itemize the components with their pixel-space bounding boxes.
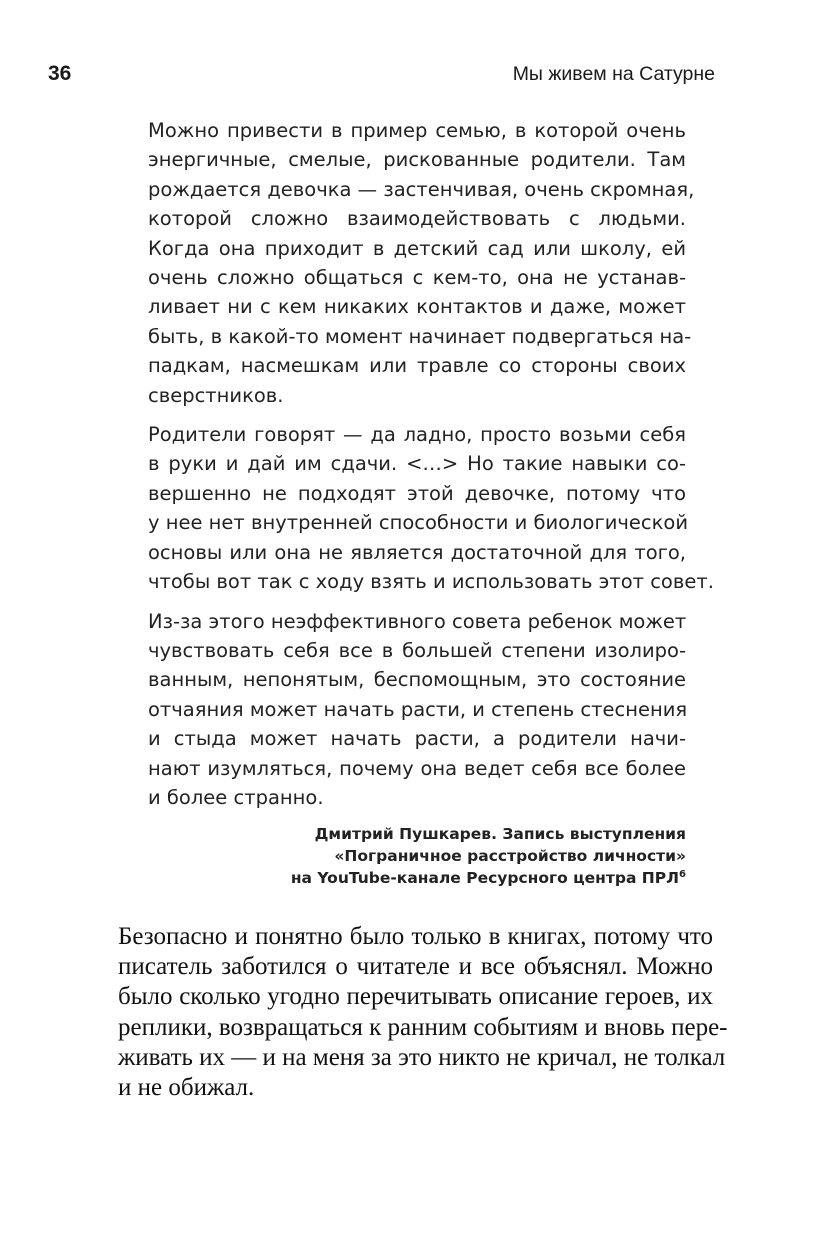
body-line: было сколько угодно перечитывать описание героев, их bbox=[118, 983, 713, 1011]
quote-line: чувствовать себя все в большей степени изолиро- bbox=[148, 638, 686, 662]
quote-attribution bbox=[148, 823, 686, 889]
quote-line: сверстников. bbox=[148, 383, 284, 407]
body-line: реплики, возвращаться к ранним событиям и вновь пере- bbox=[118, 1013, 728, 1041]
attribution-line: «Пограничное расстройство личности» bbox=[334, 847, 686, 866]
quote-paragraph bbox=[148, 116, 695, 410]
quote-line: ванным, непонятым, беспомощным, это состояние bbox=[148, 668, 686, 692]
running-title: Мы живем на Сатурне bbox=[512, 63, 715, 85]
footnote-marker: 6 bbox=[679, 869, 686, 881]
quote-line: нают изумляться, почему она ведет себя все более bbox=[148, 756, 686, 780]
quote-line: и стыда может начать расти, а родители начи- bbox=[148, 727, 686, 751]
quote-line: Из-за этого неэффективного совета ребенок может bbox=[148, 609, 687, 633]
quote-paragraph bbox=[148, 420, 714, 596]
body-line: Безопасно и понятно было только в книгах, потому что bbox=[118, 923, 713, 950]
body-line: писатель заботился о читателе и все объяснял. Можно bbox=[118, 953, 713, 981]
quote-line: энергичные, смелые, рискованные родители. Там bbox=[148, 148, 686, 172]
quote-line: которой сложно взаимодействовать с людьми. bbox=[148, 207, 686, 231]
body-line: живать их — и на меня за это никто не кричал, не толкал bbox=[118, 1043, 726, 1071]
body-line: и не обижал. bbox=[118, 1074, 255, 1102]
page-number: 36 bbox=[48, 62, 72, 85]
quote-line: падкам, насмешкам или травле со стороны своих bbox=[148, 354, 686, 378]
quote-line: чтобы вот так с ходу взять и использовать этот совет. bbox=[148, 570, 714, 594]
page-header bbox=[48, 62, 715, 86]
attribution-line: Дмитрий Пушкарев. Запись выступления bbox=[314, 825, 686, 844]
attribution-line-with-footnote bbox=[148, 867, 686, 889]
body-paragraph bbox=[118, 922, 728, 1103]
quote-block bbox=[148, 116, 714, 889]
quote-line: Можно привести в пример семью, в которой очень bbox=[148, 119, 686, 142]
quote-line: Когда она приходит в детский сад или школу, ей bbox=[148, 236, 686, 260]
quote-line: отчаяния может начать расти, и степень стеснения bbox=[148, 697, 688, 721]
quote-line: и более странно. bbox=[148, 785, 324, 809]
quote-line: ливает ни с кем никаких контактов и даже, может bbox=[148, 295, 686, 319]
quote-line: вершенно не подходят этой девочке, потому что bbox=[148, 481, 686, 505]
quote-line: основы или она не является достаточной для того, bbox=[148, 540, 686, 564]
quote-line: рождается девочка — застенчивая, очень скромная, bbox=[148, 177, 695, 201]
quote-line: очень сложно общаться с кем-то, она не устанав- bbox=[148, 266, 686, 290]
quote-line: быть, в какой-то момент начинает подвергаться на- bbox=[148, 324, 692, 348]
attribution-line: на YouTube-канале Ресурсного центра ПРЛ bbox=[290, 869, 680, 888]
quote-line: Родители говорят — да ладно, просто возьми себя bbox=[148, 423, 686, 447]
quote-line: у нее нет внутренней способности и биологической bbox=[148, 511, 689, 535]
quote-paragraph bbox=[148, 607, 686, 813]
quote-line: в руки и дай им сдачи. <…> Но такие навыки со- bbox=[148, 452, 686, 476]
